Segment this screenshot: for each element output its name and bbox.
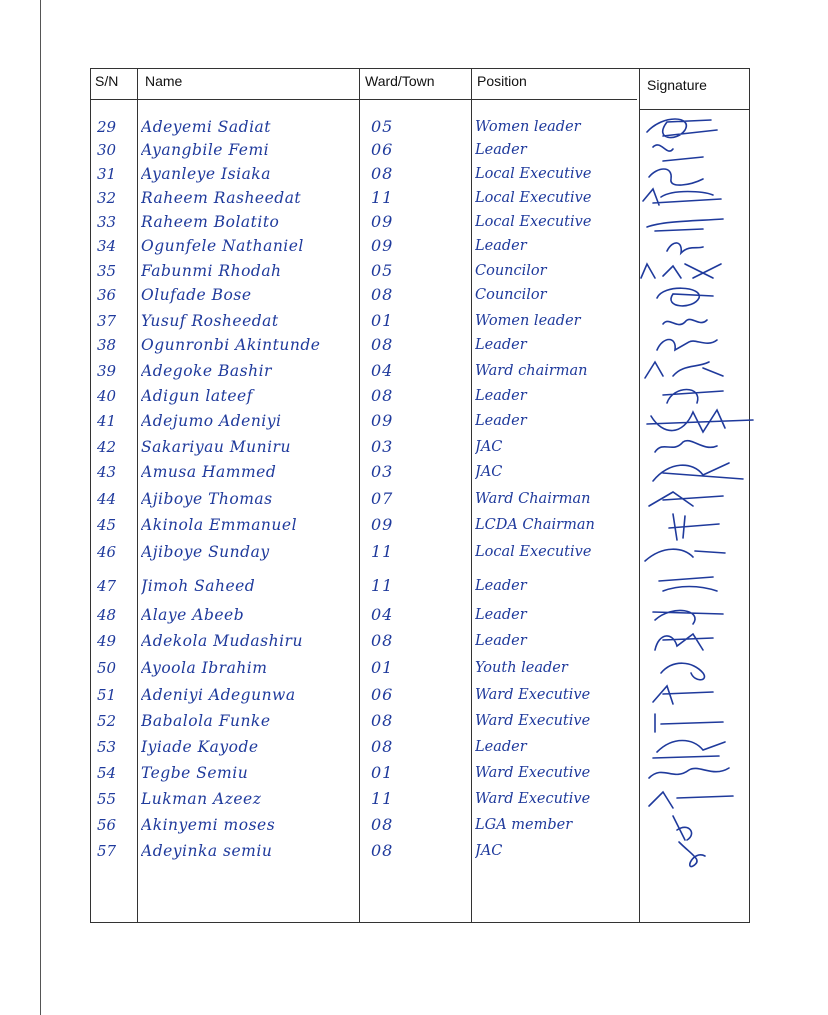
- member-position: Leader: [475, 739, 527, 755]
- serial-number: 39: [97, 362, 117, 380]
- ward-number: 06: [371, 140, 394, 159]
- table-row: [91, 573, 749, 599]
- member-position: JAC: [475, 843, 503, 859]
- member-position: Leader: [475, 337, 527, 353]
- member-name: Ajiboye Thomas: [141, 490, 273, 508]
- ward-number: 01: [371, 311, 394, 330]
- member-name: Adejumo Adeniyi: [141, 412, 282, 430]
- ward-number: 08: [371, 815, 394, 834]
- table-row: [91, 282, 749, 308]
- header-name: Name: [145, 73, 183, 89]
- table-row: [91, 682, 749, 708]
- table-row: [91, 655, 749, 681]
- member-name: Lukman Azeez: [141, 790, 262, 808]
- member-position: Local Executive: [475, 214, 592, 230]
- ward-number: 04: [371, 361, 394, 380]
- serial-number: 53: [97, 738, 117, 756]
- serial-number: 33: [97, 213, 117, 231]
- member-position: Ward Executive: [475, 687, 591, 703]
- ward-number: 03: [371, 462, 394, 481]
- header-position: Position: [477, 73, 527, 89]
- ward-number: 08: [371, 285, 394, 304]
- member-name: Amusa Hammed: [141, 463, 277, 481]
- header-divider: [91, 99, 637, 100]
- serial-number: 46: [97, 543, 117, 561]
- member-position: Ward Executive: [475, 765, 591, 781]
- ward-number: 05: [371, 117, 394, 136]
- member-position: Local Executive: [475, 190, 592, 206]
- ward-number: 09: [371, 515, 394, 534]
- serial-number: 35: [97, 262, 117, 280]
- ward-number: 08: [371, 841, 394, 860]
- signature-scribble: [633, 571, 751, 603]
- table-row: [91, 602, 749, 628]
- ward-number: 08: [371, 631, 394, 650]
- member-position: Ward chairman: [475, 363, 588, 379]
- serial-number: 51: [97, 686, 117, 704]
- member-name: Akinola Emmanuel: [141, 516, 298, 534]
- ward-number: 05: [371, 261, 394, 280]
- table-row: [91, 734, 749, 760]
- ward-number: 08: [371, 711, 394, 730]
- serial-number: 38: [97, 336, 117, 354]
- signature-scribble: [633, 537, 751, 569]
- table-row: [91, 539, 749, 565]
- member-position: Councilor: [475, 263, 547, 279]
- table-row: [91, 786, 749, 812]
- member-position: Leader: [475, 142, 527, 158]
- ward-number: 11: [371, 188, 394, 207]
- serial-number: 45: [97, 516, 117, 534]
- serial-number: 50: [97, 659, 117, 677]
- serial-number: 54: [97, 764, 117, 782]
- member-position: Ward Chairman: [475, 491, 591, 507]
- ward-number: 08: [371, 737, 394, 756]
- member-position: Women leader: [475, 119, 581, 135]
- member-position: Youth leader: [475, 660, 568, 676]
- ward-number: 11: [371, 576, 394, 595]
- serial-number: 36: [97, 286, 117, 304]
- ward-number: 01: [371, 763, 394, 782]
- attendance-table: [90, 68, 750, 923]
- header-divider: [639, 109, 749, 110]
- ward-number: 07: [371, 489, 394, 508]
- serial-number: 34: [97, 237, 117, 255]
- serial-number: 37: [97, 312, 117, 330]
- ward-number: 09: [371, 212, 394, 231]
- serial-number: 52: [97, 712, 117, 730]
- header-ward: Ward/Town: [365, 73, 435, 89]
- member-position: Leader: [475, 238, 527, 254]
- member-name: Yusuf Rosheedat: [141, 312, 279, 330]
- table-row: [91, 708, 749, 734]
- member-position: Local Executive: [475, 166, 592, 182]
- serial-number: 57: [97, 842, 117, 860]
- ward-number: 11: [371, 789, 394, 808]
- serial-number: 47: [97, 577, 117, 595]
- member-position: Local Executive: [475, 544, 592, 560]
- serial-number: 43: [97, 463, 117, 481]
- table-row: [91, 332, 749, 358]
- member-name: Ogunronbi Akintunde: [141, 336, 321, 354]
- member-name: Babalola Funke: [141, 712, 271, 730]
- table-row: [91, 812, 749, 838]
- member-position: Women leader: [475, 313, 581, 329]
- ward-number: 09: [371, 236, 394, 255]
- member-position: JAC: [475, 464, 503, 480]
- member-name: Jimoh Saheed: [141, 577, 256, 595]
- serial-number: 32: [97, 189, 117, 207]
- serial-number: 56: [97, 816, 117, 834]
- member-name: Alaye Abeeb: [141, 606, 245, 624]
- member-name: Fabunmi Rhodah: [141, 262, 282, 280]
- member-name: Ajiboye Sunday: [141, 543, 270, 561]
- member-name: Sakariyau Muniru: [141, 438, 291, 456]
- member-name: Adeniyi Adegunwa: [141, 686, 296, 704]
- member-position: Leader: [475, 388, 527, 404]
- table-row: [91, 408, 749, 434]
- serial-number: 41: [97, 412, 117, 430]
- serial-number: 55: [97, 790, 117, 808]
- member-position: LCDA Chairman: [475, 517, 595, 533]
- ward-number: 03: [371, 437, 394, 456]
- member-position: Leader: [475, 578, 527, 594]
- member-name: Olufade Bose: [141, 286, 252, 304]
- ward-number: 08: [371, 164, 394, 183]
- ward-number: 08: [371, 386, 394, 405]
- member-name: Adekola Mudashiru: [141, 632, 303, 650]
- serial-number: 30: [97, 141, 117, 159]
- serial-number: 31: [97, 165, 117, 183]
- serial-number: 42: [97, 438, 117, 456]
- member-position: Ward Executive: [475, 791, 591, 807]
- table-row: [91, 838, 749, 864]
- member-name: Ayanleye Isiaka: [141, 165, 271, 183]
- ward-number: 04: [371, 605, 394, 624]
- table-row: [91, 628, 749, 654]
- member-position: Leader: [475, 413, 527, 429]
- ward-number: 01: [371, 658, 394, 677]
- table-row: [91, 512, 749, 538]
- member-name: Ayangbile Femi: [141, 141, 270, 159]
- ward-number: 06: [371, 685, 394, 704]
- table-row: [91, 486, 749, 512]
- serial-number: 49: [97, 632, 117, 650]
- serial-number: 48: [97, 606, 117, 624]
- member-position: Leader: [475, 607, 527, 623]
- table-row: [91, 760, 749, 786]
- member-name: Adeyemi Sadiat: [141, 118, 272, 136]
- serial-number: 44: [97, 490, 117, 508]
- member-name: Akinyemi moses: [141, 816, 276, 834]
- header-sn: S/N: [95, 73, 119, 89]
- member-position: Councilor: [475, 287, 547, 303]
- member-position: Leader: [475, 633, 527, 649]
- table-row: [91, 459, 749, 485]
- member-name: Raheem Bolatito: [141, 213, 280, 231]
- member-name: Adeyinka semiu: [141, 842, 273, 860]
- signature-scribble: [633, 836, 751, 868]
- ward-number: 08: [371, 335, 394, 354]
- page-margin-line: [40, 0, 41, 1015]
- member-name: Adegoke Bashir: [141, 362, 272, 380]
- member-name: Adigun lateef: [141, 387, 253, 405]
- member-name: Ogunfele Nathaniel: [141, 237, 304, 255]
- serial-number: 40: [97, 387, 117, 405]
- ward-number: 09: [371, 411, 394, 430]
- member-position: JAC: [475, 439, 503, 455]
- header-signature: Signature: [647, 77, 707, 93]
- serial-number: 29: [97, 118, 117, 136]
- member-name: Tegbe Semiu: [141, 764, 249, 782]
- member-position: LGA member: [475, 817, 573, 833]
- member-name: Raheem Rasheedat: [141, 189, 302, 207]
- ward-number: 11: [371, 542, 394, 561]
- member-position: Ward Executive: [475, 713, 591, 729]
- member-name: Ayoola Ibrahim: [141, 659, 268, 677]
- member-name: Iyiade Kayode: [141, 738, 259, 756]
